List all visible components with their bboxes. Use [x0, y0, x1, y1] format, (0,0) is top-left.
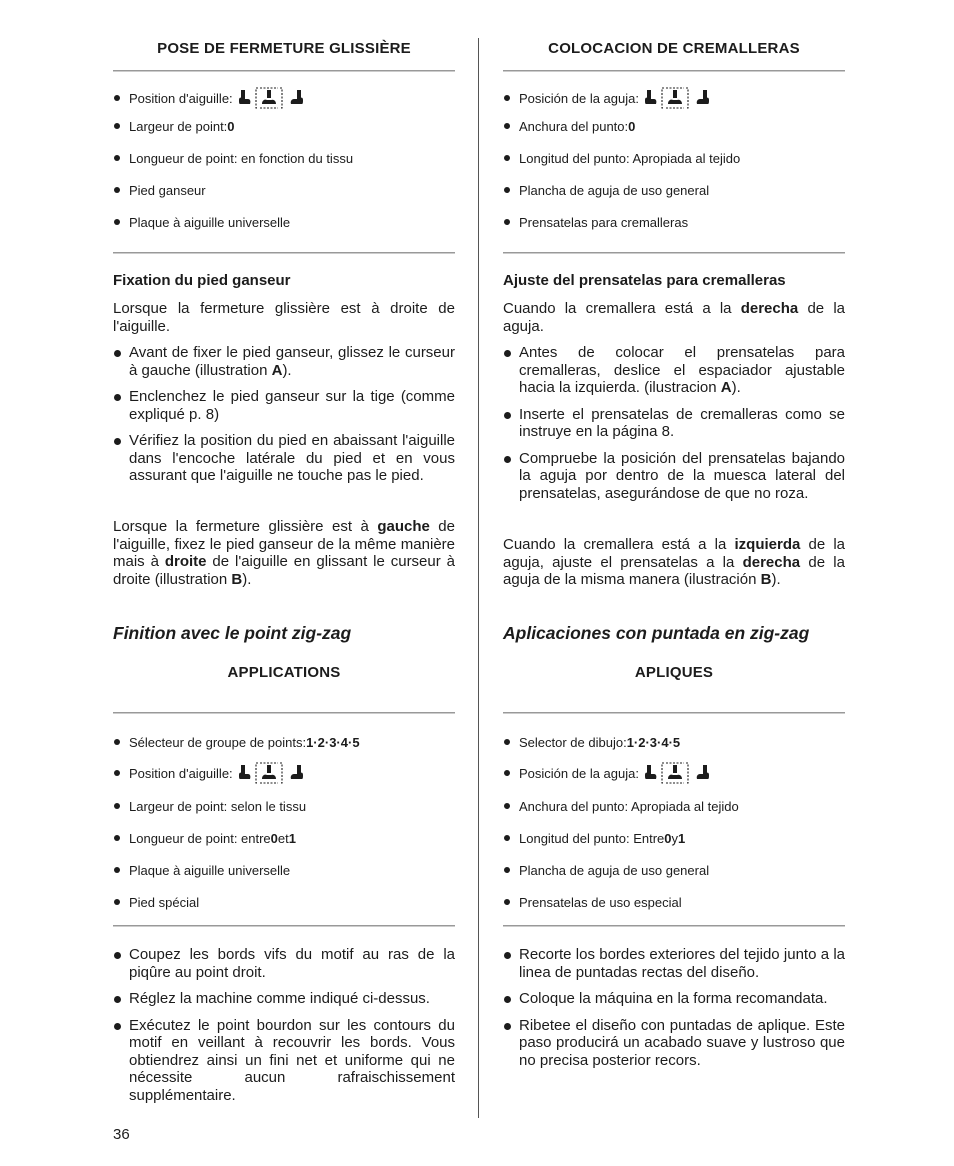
fixation-closing: Lorsque la fermeture glissière est à gauche de l'aiguille, fixez le pied ganseur de la même manière mais à droite de l'aiguille en glissant le curseur à droite (illustration B).: [113, 518, 455, 588]
spec-presser-foot: Pied spécial: [113, 886, 455, 918]
divider-rule: [113, 70, 455, 72]
zipper-settings-list: [113, 86, 455, 238]
section-title-zipper: COLOCACION DE CREMALLERAS: [548, 40, 800, 57]
spec-stitch-length: Longitud del punto: Entre 0 y 1: [503, 822, 845, 854]
list-item: Exécutez le point bourdon sur les contours du motif en veillant à recouvrir les bords. Vous obtiendrez ainsi un fini net et uniforme qui ne nécessite aucun rafraischissement supplémentaire.: [113, 1017, 455, 1105]
spec-needle-position: Position d'aiguille:: [113, 86, 455, 110]
spec-stitch-width: Largeur de point: selon le tissu: [113, 790, 455, 822]
applique-steps: [503, 946, 845, 1069]
divider-rule: [113, 925, 455, 927]
page-number: 36: [113, 1126, 130, 1143]
zigzag-finish-title: Finition avec le point zig-zag: [113, 623, 352, 643]
fixation-intro: Cuando la cremallera está a la derecha de la aguja.: [503, 300, 845, 335]
fixation-closing: Cuando la cremallera está a la izquierda de la aguja, ajuste el prensatelas a la derecha de la aguja de la misma manera (ilustración B).: [503, 536, 845, 588]
list-item: Réglez la machine comme indiqué ci-dessus.: [113, 990, 455, 1008]
spec-presser-foot: Pied ganseur: [113, 174, 455, 206]
needle-position-icon: [645, 87, 711, 109]
spec-stitch-length: Longueur de point: en fonction du tissu: [113, 142, 455, 174]
divider-rule: [503, 925, 845, 927]
list-item: Coloque la máquina en la forma recomandata.: [503, 990, 845, 1008]
divider-rule: [113, 252, 455, 254]
fixation-heading: Ajuste del prensatelas para cremalleras: [503, 272, 786, 289]
list-item: Vérifiez la position du pied en abaissant l'aiguille dans l'encoche latérale du pied et en vous assurant que l'aiguille ne touche pas le pied.: [113, 432, 455, 485]
spec-needle-plate: Plaque à aiguille universelle: [113, 854, 455, 886]
list-item: Ribetee el diseño con puntadas de aplique. Este paso producirá un acabado suave y lustroso que no precisa posterior recors.: [503, 1017, 845, 1070]
divider-rule: [113, 712, 455, 714]
list-item: Avant de fixer le pied ganseur, glissez le curseur à gauche (illustration A).: [113, 344, 455, 379]
spec-stitch-width: Anchura del punto: Apropiada al tejido: [503, 790, 845, 822]
list-item: Enclenchez le pied ganseur sur la tige (comme expliqué p. 8): [113, 388, 455, 423]
column-divider: [478, 38, 479, 1118]
divider-rule: [503, 252, 845, 254]
divider-rule: [503, 712, 845, 714]
list-item: Compruebe la posición del prensatelas bajando la aguja por dentro de la muesca lateral del prensatelas, asegurándose de que no roza.: [503, 450, 845, 503]
fixation-heading: Fixation du pied ganseur: [113, 272, 291, 289]
spec-presser-foot: Prensatelas para cremalleras: [503, 206, 845, 238]
spec-needle-position: Position d'aiguille:: [113, 756, 455, 790]
spec-presser-foot: Prensatelas de uso especial: [503, 886, 845, 918]
section-title-applications: APPLICATIONS: [227, 664, 341, 681]
zigzag-finish-title: Aplicaciones con puntada en zig-zag: [503, 623, 810, 643]
spec-stitch-length: Longitud del punto: Apropiada al tejido: [503, 142, 845, 174]
fixation-steps: [113, 344, 455, 485]
needle-position-icon: [239, 87, 305, 109]
section-title-zipper: POSE DE FERMETURE GLISSIÈRE: [157, 40, 411, 57]
divider-rule: [503, 70, 845, 72]
spec-needle-position: Posición de la aguja:: [503, 86, 845, 110]
applique-steps: [113, 946, 455, 1104]
zipper-settings-list: [503, 86, 845, 238]
spec-stitch-selector: Selector de dibujo: 1·2·3·4·5: [503, 728, 845, 756]
section-title-appliques: APLIQUES: [634, 664, 714, 681]
fixation-steps: [503, 344, 845, 502]
list-item: Inserte el prensatelas de cremalleras como se instruye en la página 8.: [503, 406, 845, 441]
spec-stitch-length: Longueur de point: entre 0 et 1: [113, 822, 455, 854]
spec-stitch-width: Largeur de point: 0: [113, 110, 455, 142]
list-item: Antes de colocar el prensatelas para cremalleras, deslice el espaciador ajustable hacia la izquierda. (ilustracion A).: [503, 344, 845, 397]
needle-position-icon: [239, 762, 305, 784]
spec-needle-plate: Plancha de aguja de uso general: [503, 174, 845, 206]
applique-settings-list: [113, 728, 455, 918]
spec-stitch-selector: Sélecteur de groupe de points: 1·2·3·4·5: [113, 728, 455, 756]
applique-settings-list: [503, 728, 845, 918]
fixation-intro: Lorsque la fermeture glissière est à droite de l'aiguille.: [113, 300, 455, 335]
spec-needle-plate: Plaque à aiguille universelle: [113, 206, 455, 238]
list-item: Coupez les bords vifs du motif au ras de la piqûre au point droit.: [113, 946, 455, 981]
list-item: Recorte los bordes exteriores del tejido junto a la linea de puntadas rectas del diseño.: [503, 946, 845, 981]
spec-needle-plate: Plancha de aguja de uso general: [503, 854, 845, 886]
spec-needle-position: Posición de la aguja:: [503, 756, 845, 790]
spec-stitch-width: Anchura del punto: 0: [503, 110, 845, 142]
needle-position-icon: [645, 762, 711, 784]
